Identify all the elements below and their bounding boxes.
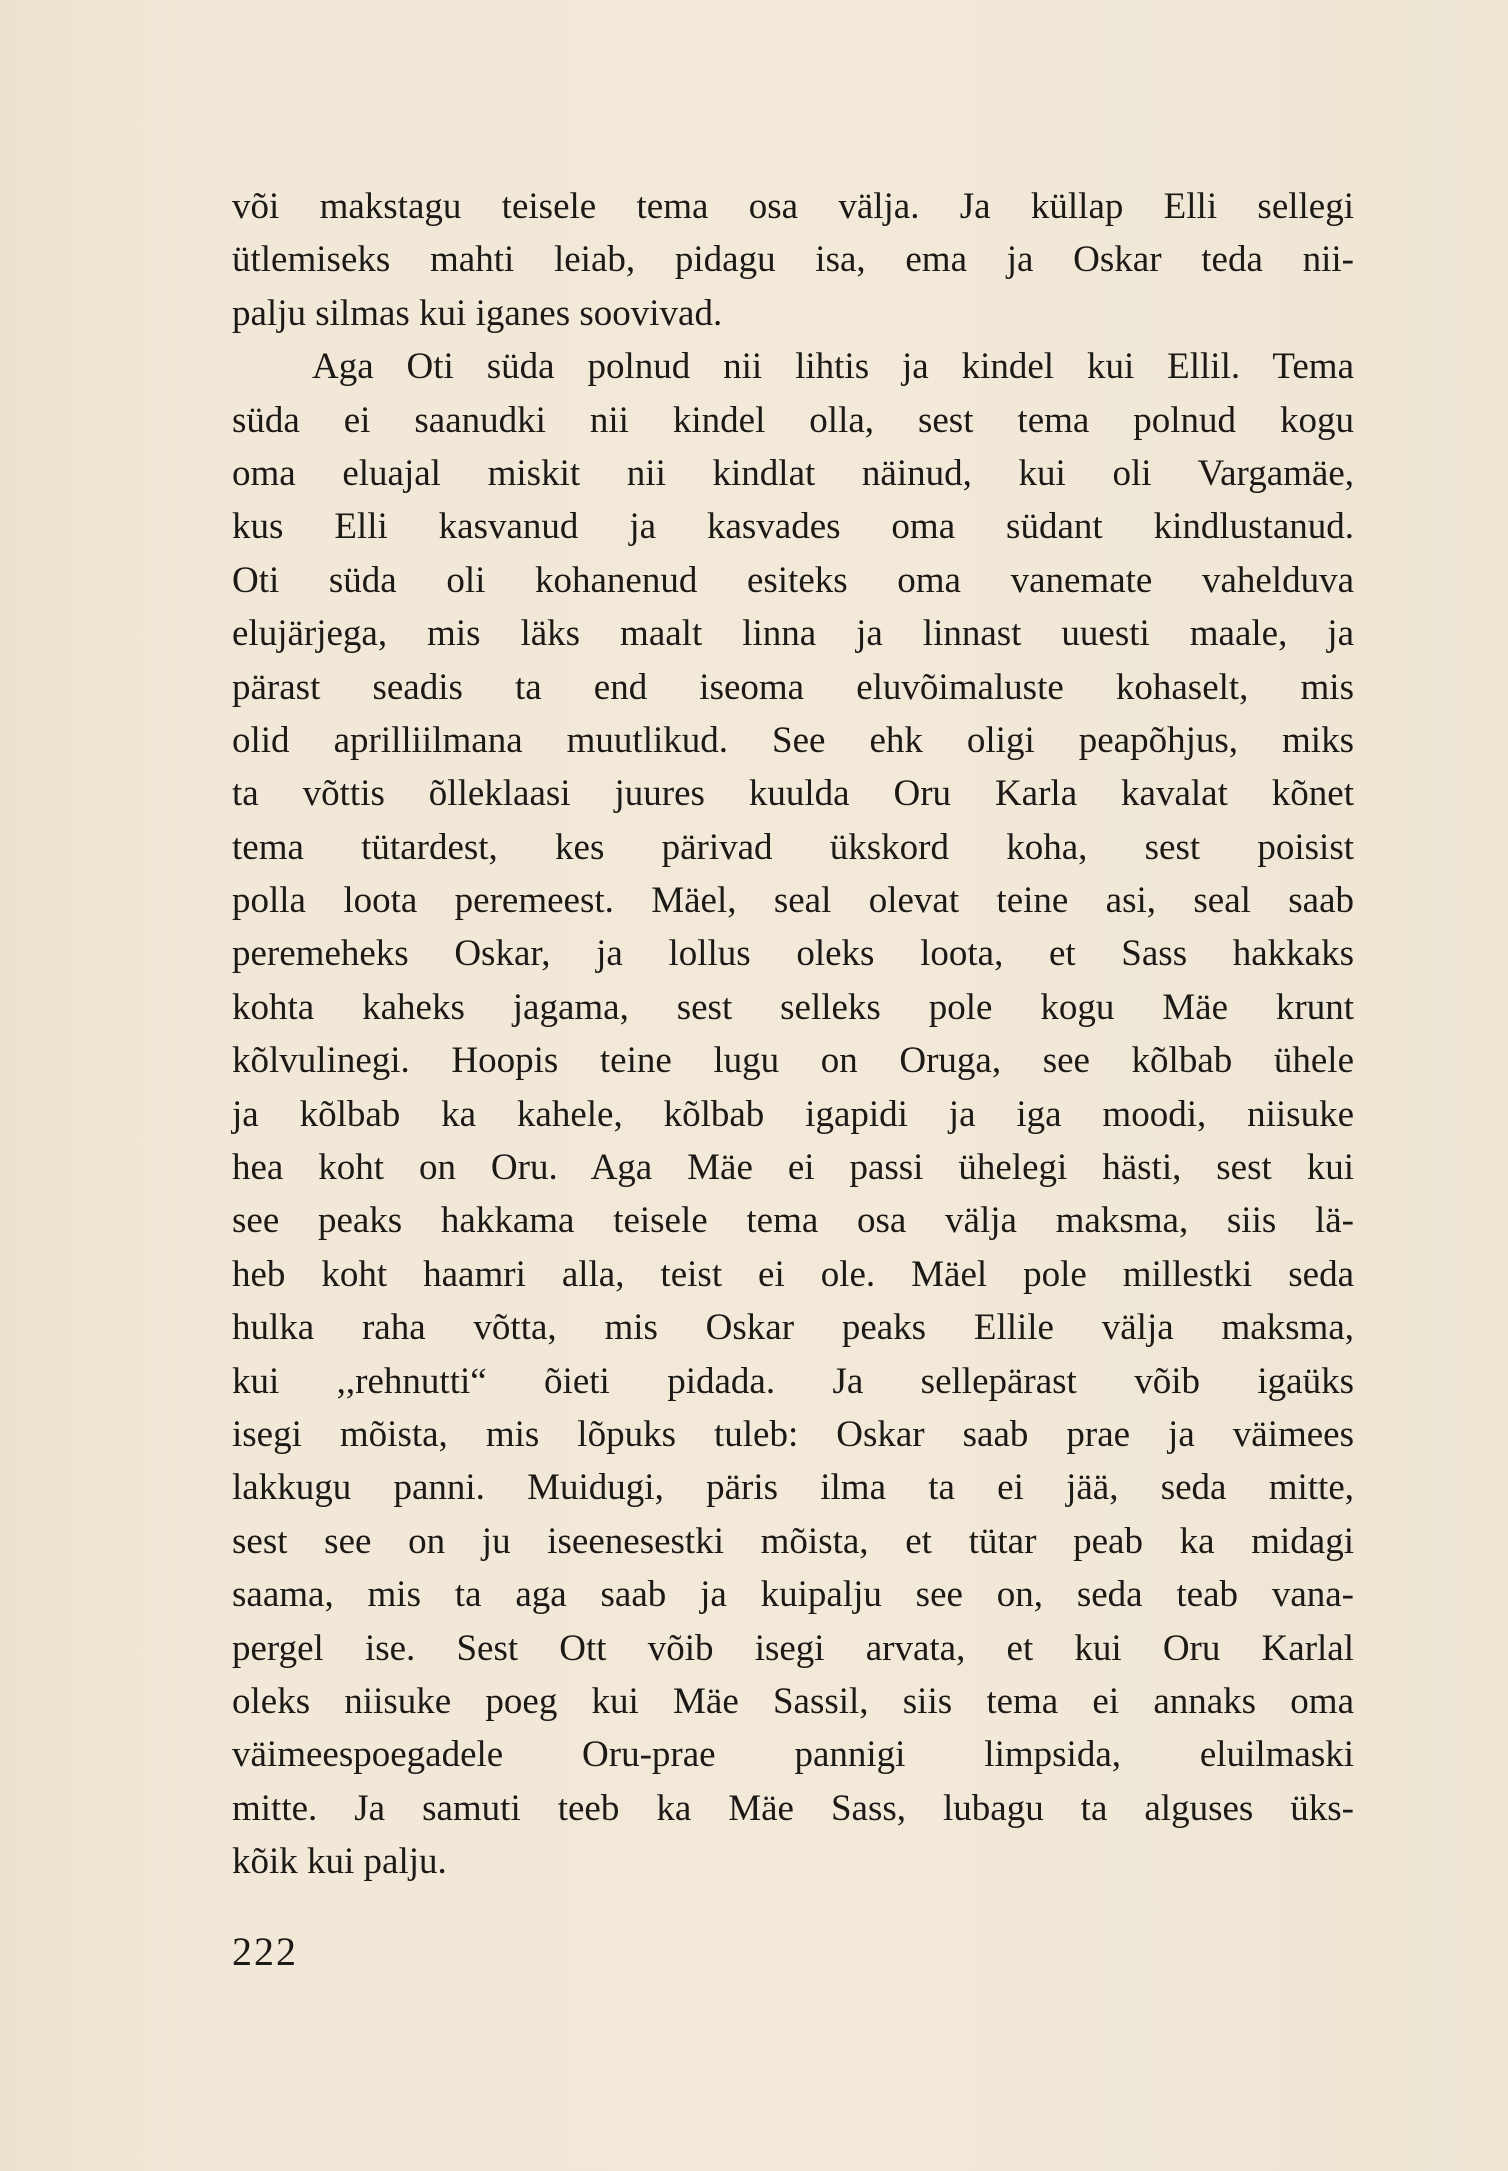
text-line: ta võttis õlleklaasi juures kuulda Oru Karla kavalat kõnet bbox=[232, 773, 1354, 815]
text-line: kohta kaheks jagama, sest selleks pole kogu Mäe krunt bbox=[232, 986, 1354, 1028]
text-line: heb koht haamri alla, teist ei ole. Mäel pole millestki seda bbox=[232, 1253, 1354, 1295]
text-line: mitte. Ja samuti teeb ka Mäe Sass, lubagu ta alguses üks- bbox=[232, 1787, 1354, 1829]
text-line: saama, mis ta aga saab ja kuipalju see on, seda teab vana- bbox=[232, 1574, 1354, 1616]
text-line: see peaks hakkama teisele tema osa välja maksma, siis lä- bbox=[232, 1200, 1354, 1242]
text-line: hea koht on Oru. Aga Mäe ei passi ühelegi hästi, sest kui bbox=[232, 1147, 1354, 1189]
text-line: pergel ise. Sest Ott võib isegi arvata, et kui Oru Karlal bbox=[232, 1627, 1354, 1669]
text-line: oleks niisuke poeg kui Mäe Sassil, siis tema ei annaks oma bbox=[232, 1680, 1354, 1722]
text-line: kõik kui palju. bbox=[232, 1841, 447, 1883]
text-line: Oti süda oli kohanenud esiteks oma vanemate vahelduva bbox=[232, 559, 1354, 601]
text-line: kõlvulinegi. Hoopis teine lugu on Oruga, see kõlbab ühele bbox=[232, 1040, 1354, 1082]
text-line: isegi mõista, mis lõpuks tuleb: Oskar saab prae ja väimees bbox=[232, 1413, 1354, 1455]
text-line: oma eluajal miskit nii kindlat näinud, kui oli Vargamäe, bbox=[232, 452, 1354, 494]
page-number: 222 bbox=[232, 1929, 298, 1974]
text-line: kui ,,rehnutti“ õieti pidada. Ja sellepärast võib igaüks bbox=[232, 1360, 1354, 1402]
text-line: tema tütardest, kes pärivad ükskord koha, sest poisist bbox=[232, 826, 1354, 868]
text-line: sest see on ju iseenesestki mõista, et tütar peab ka midagi bbox=[232, 1520, 1354, 1562]
text-line: lakkugu panni. Muidugi, päris ilma ta ei jää, seda mitte, bbox=[232, 1467, 1354, 1509]
text-line: elujärjega, mis läks maalt linna ja linnast uuesti maale, ja bbox=[232, 613, 1354, 655]
text-line: väimeespoegadele Oru-prae pannigi limpsida, eluilmaski bbox=[232, 1734, 1354, 1776]
text-line: pärast seadis ta end iseoma eluvõimaluste kohaselt, mis bbox=[232, 666, 1354, 708]
paragraph-start-line: Aga Oti süda polnud nii lihtis ja kindel kui Ellil. Tema bbox=[312, 346, 1354, 388]
text-line: süda ei saanudki nii kindel olla, sest tema polnud kogu bbox=[232, 399, 1354, 441]
text-line: hulka raha võtta, mis Oskar peaks Ellile välja maksma, bbox=[232, 1307, 1354, 1349]
text-line: kus Elli kasvanud ja kasvades oma südant kindlustanud. bbox=[232, 506, 1354, 548]
text-line: ütlemiseks mahti leiab, pidagu isa, ema ja Oskar teda nii- bbox=[232, 239, 1354, 281]
body-text bbox=[232, 180, 1354, 1889]
text-line: polla loota peremeest. Mäel, seal olevat teine asi, seal saab bbox=[232, 880, 1354, 922]
text-line: või makstagu teisele tema osa välja. Ja küllap Elli sellegi bbox=[232, 186, 1354, 227]
text-line: olid aprilliilmana muutlikud. See ehk oligi peapõhjus, miks bbox=[232, 719, 1354, 761]
text-line: ja kõlbab ka kahele, kõlbab igapidi ja iga moodi, niisuke bbox=[232, 1093, 1354, 1135]
text-line: palju silmas kui iganes soovivad. bbox=[232, 292, 723, 334]
text-line: peremeheks Oskar, ja lollus oleks loota, et Sass hakkaks bbox=[232, 933, 1354, 975]
